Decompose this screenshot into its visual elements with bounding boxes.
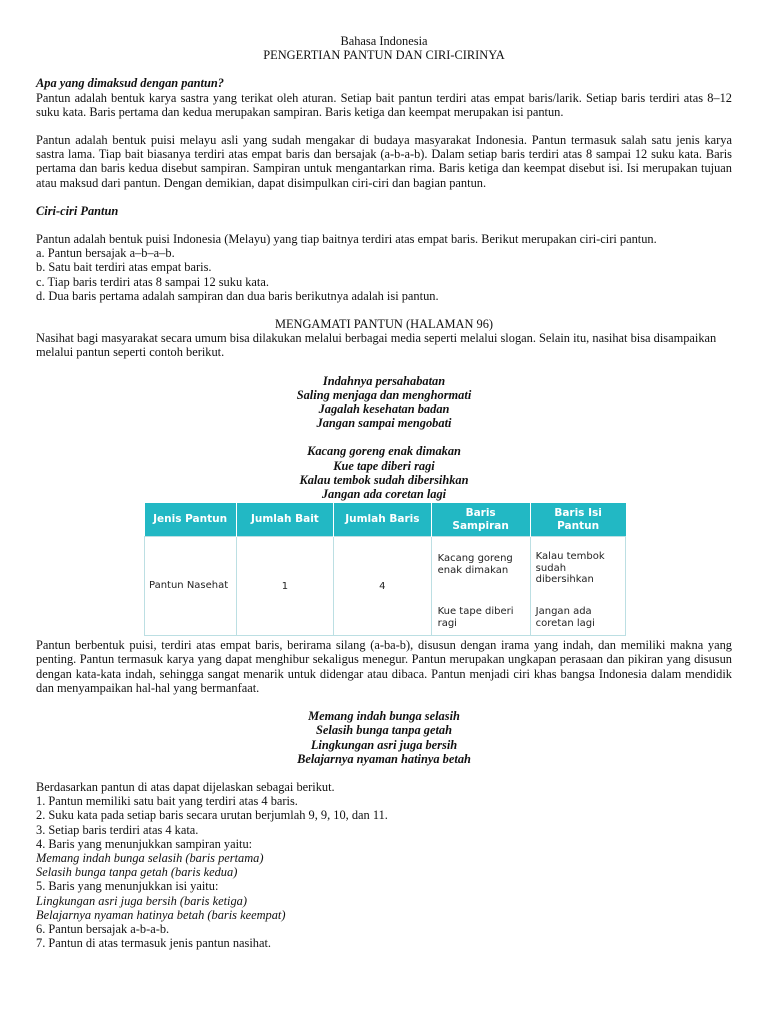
stanza-line: Jangan sampai mengobati	[316, 416, 452, 431]
col-header-isi: Baris Isi Pantun	[530, 503, 625, 537]
stanza-line: Indahnya persahabatan	[322, 373, 446, 388]
list-item: b. Satu bait terdiri atas empat baris.	[36, 260, 212, 275]
analysis-intro: Berdasarkan pantun di atas dapat dijelaskan sebagai berikut.	[36, 779, 335, 794]
sampiran-line: Memang indah bunga selasih (baris pertama)	[36, 850, 264, 865]
pantun-analysis-table	[144, 503, 626, 636]
table-header-row	[145, 503, 626, 537]
explanation-paragraph: Pantun berbentuk puisi, terdiri atas empat baris, berirama silang (a-ba-b), disusun dengan irama yang indah, dan memiliki makna yang penting. Pantun termasuk karya yang dapat menghibur sekaligus menegur. Pantun merupakan ungkapan perasaan dan pikiran yang disusun dengan kata-kata indah, sehingga sangat menarik untuk didengar atau dibaca. Pantun menjadi ciri khas bangsa Indonesia dalam mendidik dan menyampaikan hal-hal yang bermanfaat.	[36, 638, 732, 695]
list-item: 1. Pantun memiliki satu bait yang terdiri atas 4 baris.	[36, 794, 298, 809]
definition-paragraph-2: Pantun adalah bentuk puisi melayu asli yang sudah mengakar di budaya masyarakat Indonesia. Pantun termasuk salah satu jenis karya sastra lama. Tiap bait biasanya terdiri atas empat baris dan bersajak (a-b-a-b). Dalam setiap baris terdiri atas 8 sampai 12 suku kata. Baris pertama dan baris kedua disebut sampiran. Sampiran untuk mengantarkan rima. Baris ketiga dan keempat disebut isi. Isi merupakan tujuan atau maksud dari pantun. Dengan demikian, dapat disimpulkan ciri-ciri dan bagian pantun.	[36, 133, 732, 190]
cell-jenis: Pantun Nasehat	[149, 580, 229, 592]
stanza-line: Jangan ada coretan lagi	[321, 487, 447, 502]
cell-isi-2: Jangan ada coretan lagi	[535, 606, 595, 629]
definition-paragraph-1: Pantun adalah bentuk karya sastra yang terikat oleh aturan. Setiap bait pantun terdiri atas empat baris/larik. Setiap baris terdiri atas 8–12 suku kata. Baris pertama dan kedua merupakan sampiran. Baris ketiga dan keempat merupakan isi pantun.	[36, 90, 732, 119]
stanza-line: Lingkungan asri juga bersih	[310, 737, 458, 752]
col-header-bait: Jumlah Bait	[236, 503, 333, 537]
stanza-line: Saling menjaga dan menghormati	[296, 387, 472, 402]
list-item: 3. Setiap baris terdiri atas 4 kata.	[36, 822, 199, 837]
stanza-line: Kacang goreng enak dimakan	[307, 444, 461, 459]
page-title: PENGERTIAN PANTUN DAN CIRI-CIRINYA	[263, 48, 505, 63]
col-header-sampiran: Baris Sampiran	[431, 503, 530, 537]
pantun-stanza-1	[36, 374, 732, 431]
pantun-stanza-2	[36, 444, 732, 501]
list-item: c. Tiap baris terdiri atas 8 sampai 12 suku kata.	[36, 274, 269, 289]
stanza-line: Kue tape diberi ragi	[333, 458, 435, 473]
col-header-jenis: Jenis Pantun	[145, 503, 237, 537]
stanza-line: Selasih bunga tanpa getah	[316, 723, 452, 738]
isi-line: Belajarnya nyaman hatinya betah (baris keempat)	[36, 907, 286, 922]
list-item: 4. Baris yang menunjukkan sampiran yaitu:	[36, 836, 253, 851]
stanza-line: Belajarnya nyaman hatinya betah	[297, 751, 471, 766]
stanza-line: Kalau tembok sudah dibersihkan	[299, 472, 469, 487]
cell-sampiran-2: Kue tape diberi ragi	[437, 606, 514, 629]
cell-isi-1: Kalau tembok sudah dibersihkan	[535, 551, 605, 586]
observing-intro: Nasihat bagi masyarakat secara umum bisa dilakukan melalui berbagai media seperti melalui slogan. Selain itu, nasihat bisa disampaikan melalui pantun seperti contoh berikut.	[36, 331, 717, 360]
section-heading-observing: MENGAMATI PANTUN (HALAMAN 96)	[274, 317, 494, 332]
list-item: 7. Pantun di atas termasuk jenis pantun nasihat.	[36, 936, 272, 951]
section-heading-characteristics: Ciri-ciri Pantun	[36, 203, 119, 218]
table-row	[145, 537, 626, 636]
col-header-baris: Jumlah Baris	[334, 503, 431, 537]
isi-line: Lingkungan asri juga bersih (baris ketiga)	[36, 893, 247, 908]
cell-baris: 4	[379, 581, 386, 593]
characteristics-intro: Pantun adalah bentuk puisi Indonesia (Melayu) yang tiap baitnya terdiri atas empat baris. Berikut merupakan ciri-ciri pantun.	[36, 232, 657, 247]
pantun-stanza-3	[36, 709, 732, 766]
list-item: d. Dua baris pertama adalah sampiran dan dua baris berikutnya adalah isi pantun.	[36, 288, 439, 303]
list-item: 5. Baris yang menunjukkan isi yaitu:	[36, 879, 219, 894]
cell-bait: 1	[281, 581, 289, 593]
list-item: 2. Suku kata pada setiap baris secara urutan berjumlah 9, 9, 10, dan 11.	[36, 808, 388, 823]
stanza-line: Memang indah bunga selasih	[308, 709, 460, 724]
list-item: 6. Pantun bersajak a-b-a-b.	[36, 921, 170, 936]
cell-sampiran-1: Kacang goreng enak dimakan	[437, 553, 513, 576]
stanza-line: Jagalah kesehatan badan	[318, 402, 450, 417]
sampiran-line: Selasih bunga tanpa getah (baris kedua)	[36, 865, 238, 880]
subject-heading: Bahasa Indonesia	[340, 34, 428, 48]
document-page	[36, 34, 732, 950]
section-heading-definition: Apa yang dimaksud dengan pantun?	[36, 76, 224, 91]
list-item: a. Pantun bersajak a–b–a–b.	[36, 246, 175, 261]
